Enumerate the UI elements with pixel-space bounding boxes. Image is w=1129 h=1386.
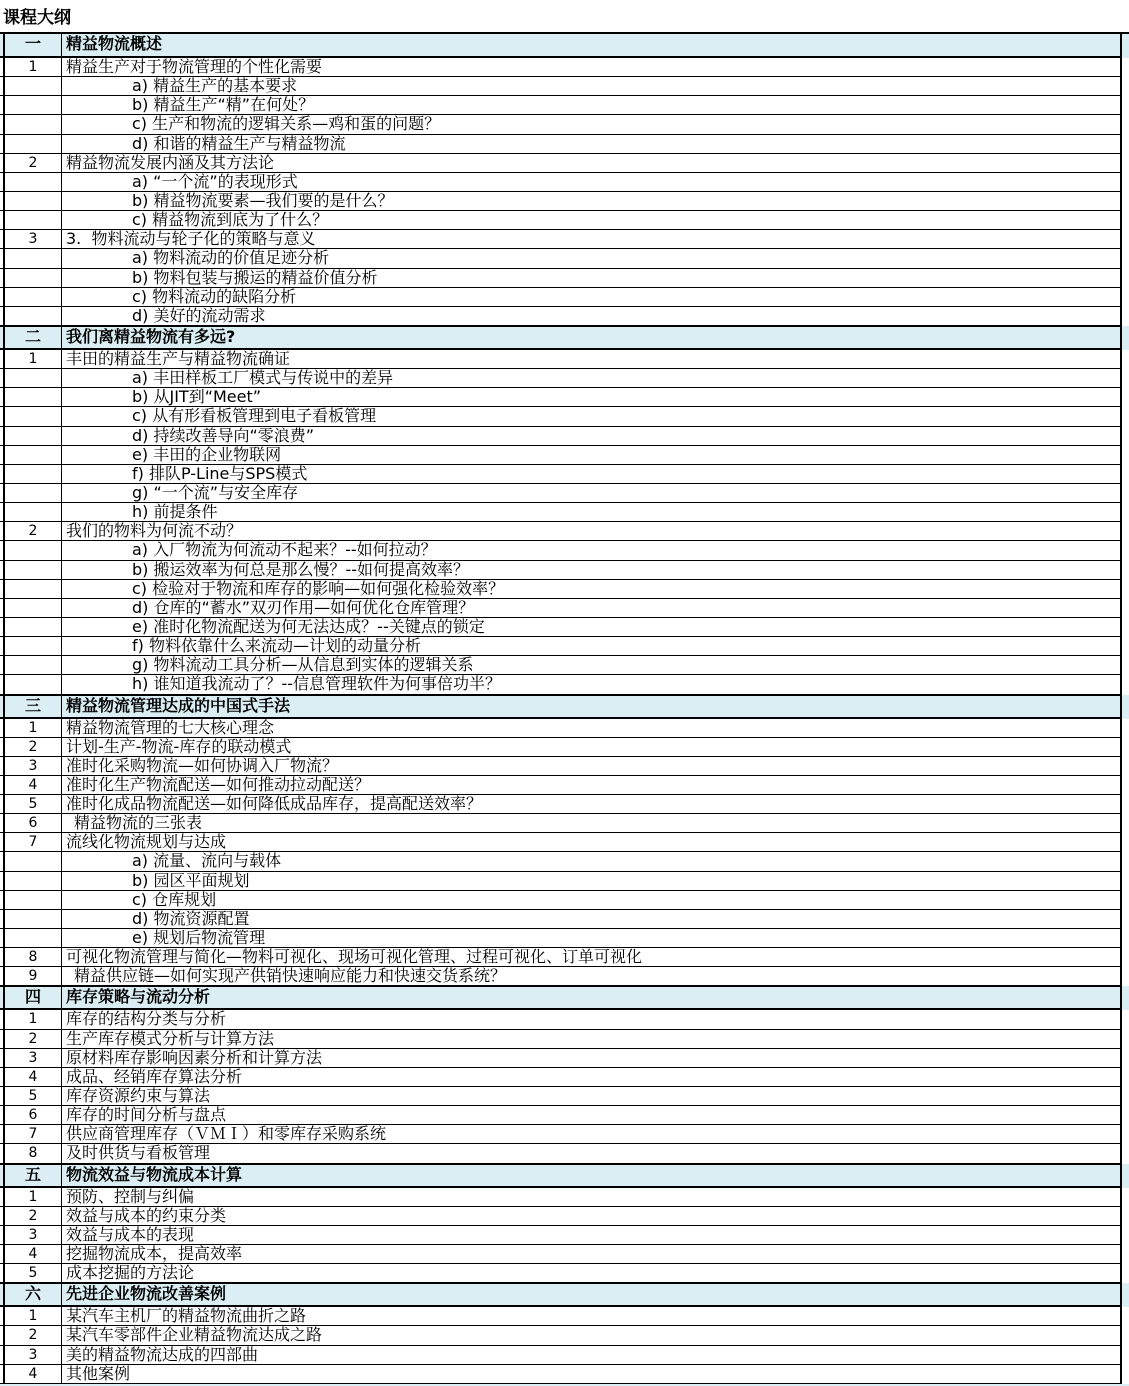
row-right-margin [1122, 1164, 1129, 1188]
row-number-cell[interactable]: 1 [3, 1307, 62, 1326]
course-outline-table [0, 32, 1129, 1386]
row-content-cell[interactable]: e) 准时化物流配送为何无法达成？--关键点的锁定 [62, 618, 1122, 637]
row-number-cell[interactable] [3, 446, 62, 465]
row-number-cell[interactable] [3, 211, 62, 230]
row-content-cell[interactable]: 准时化生产物流配送—如何推动拉动配送？ [62, 776, 1122, 795]
row-number-cell[interactable]: 5 [3, 1264, 62, 1283]
row-number-cell[interactable] [3, 388, 62, 407]
table-row [0, 522, 1129, 541]
table-row [0, 910, 1129, 929]
row-number-cell[interactable] [3, 484, 62, 503]
table-row [0, 1125, 1129, 1144]
row-number-cell[interactable] [3, 192, 62, 211]
section-header-row [0, 1164, 1129, 1188]
table-row [0, 757, 1129, 776]
table-row [0, 1010, 1129, 1029]
row-number-cell[interactable]: 1 [3, 58, 62, 77]
row-right-margin [1122, 757, 1129, 776]
row-number-cell[interactable]: 3 [3, 1226, 62, 1245]
row-right-margin [1122, 269, 1129, 288]
table-row [0, 1087, 1129, 1106]
row-right-margin [1122, 211, 1129, 230]
table-row [0, 58, 1129, 77]
row-content-cell[interactable]: b) 精益生产“精”在何处？ [62, 96, 1122, 115]
row-right-margin [1122, 1106, 1129, 1125]
row-right-margin [1122, 307, 1129, 326]
row-number-cell[interactable]: 2 [3, 522, 62, 541]
row-right-margin [1122, 948, 1129, 967]
row-number-cell[interactable] [3, 115, 62, 134]
table-row [0, 1365, 1129, 1384]
row-number-cell[interactable]: 6 [3, 1106, 62, 1125]
row-number-cell[interactable]: 2 [3, 1030, 62, 1049]
table-row [0, 427, 1129, 446]
row-number-cell[interactable]: 2 [3, 738, 62, 757]
row-right-margin [1122, 1307, 1129, 1326]
section-title-cell[interactable]: 精益物流管理达成的中国式手法 [62, 695, 1122, 719]
row-number-cell[interactable]: 4 [3, 776, 62, 795]
row-content-cell[interactable]: 我们的物料为何流不动？ [62, 522, 1122, 541]
table-row [0, 1346, 1129, 1365]
row-right-margin [1122, 1144, 1129, 1163]
row-right-margin [1122, 350, 1129, 369]
row-right-margin [1122, 1346, 1129, 1365]
row-content-cell[interactable]: g) 物料流动工具分析—从信息到实体的逻辑关系 [62, 656, 1122, 675]
table-row [0, 1049, 1129, 1068]
table-row [0, 967, 1129, 986]
section-title-cell[interactable]: 物流效益与物流成本计算 [62, 1164, 1122, 1188]
row-number-cell[interactable]: 8 [3, 1144, 62, 1163]
row-right-margin [1122, 618, 1129, 637]
table-row [0, 580, 1129, 599]
row-right-margin [1122, 719, 1129, 738]
row-content-cell[interactable]: a) “一个流”的表现形式 [62, 173, 1122, 192]
table-row [0, 1144, 1129, 1163]
row-right-margin [1122, 1326, 1129, 1345]
row-right-margin [1122, 910, 1129, 929]
row-right-margin [1122, 503, 1129, 522]
table-row [0, 561, 1129, 580]
row-number-cell[interactable]: 8 [3, 948, 62, 967]
row-content-cell[interactable]: 成品、经销库存算法分析 [62, 1068, 1122, 1087]
row-right-margin [1122, 115, 1129, 134]
row-content-cell[interactable]: 精益物流管理的七大核心理念 [62, 719, 1122, 738]
row-right-margin [1122, 173, 1129, 192]
row-number-cell[interactable]: 7 [3, 1125, 62, 1144]
section-header-row [0, 34, 1129, 58]
row-right-margin [1122, 967, 1129, 986]
row-right-margin [1122, 814, 1129, 833]
row-right-margin [1122, 407, 1129, 426]
row-content-cell[interactable]: a) 丰田样板工厂模式与传说中的差异 [62, 369, 1122, 388]
row-number-cell[interactable] [3, 675, 62, 694]
row-right-margin [1122, 1087, 1129, 1106]
row-number-cell[interactable] [3, 910, 62, 929]
table-row [0, 833, 1129, 852]
row-content-cell[interactable]: f) 排队P-Line与SPS模式 [62, 465, 1122, 484]
row-number-cell[interactable]: 4 [3, 1068, 62, 1087]
row-content-cell[interactable]: 3. 物料流动与轮子化的策略与意义 [62, 230, 1122, 249]
row-right-margin [1122, 580, 1129, 599]
row-right-margin [1122, 1049, 1129, 1068]
row-content-cell[interactable]: e) 规划后物流管理 [62, 929, 1122, 948]
row-number-cell[interactable] [3, 929, 62, 948]
row-number-cell[interactable]: 5 [3, 795, 62, 814]
row-right-margin [1122, 1283, 1129, 1307]
row-number-cell[interactable] [3, 891, 62, 910]
row-right-margin [1122, 776, 1129, 795]
row-content-cell[interactable]: 美的精益物流达成的四部曲 [62, 1346, 1122, 1365]
table-row [0, 814, 1129, 833]
row-right-margin [1122, 34, 1129, 58]
row-content-cell[interactable]: c) 物料流动的缺陷分析 [62, 288, 1122, 307]
page-title[interactable]: 课程大纲 [3, 8, 71, 28]
section-header-row [0, 695, 1129, 719]
row-right-margin [1122, 192, 1129, 211]
row-number-cell[interactable] [3, 656, 62, 675]
table-row [0, 369, 1129, 388]
table-row [0, 795, 1129, 814]
table-row [0, 618, 1129, 637]
row-number-cell[interactable] [3, 580, 62, 599]
row-content-cell[interactable]: 及时供货与看板管理 [62, 1144, 1122, 1163]
table-row [0, 541, 1129, 560]
table-row [0, 599, 1129, 618]
row-right-margin [1122, 369, 1129, 388]
row-number-cell[interactable]: 6 [3, 814, 62, 833]
table-row [0, 77, 1129, 96]
row-number-cell[interactable]: 3 [3, 1049, 62, 1068]
row-number-cell[interactable]: 1 [3, 1010, 62, 1029]
row-number-cell[interactable] [3, 369, 62, 388]
row-right-margin [1122, 656, 1129, 675]
row-number-cell[interactable] [3, 407, 62, 426]
row-content-cell[interactable]: d) 和谐的精益生产与精益物流 [62, 135, 1122, 154]
row-right-margin [1122, 599, 1129, 618]
row-content-cell[interactable]: 精益供应链—如何实现产供销快速响应能力和快速交货系统？ [62, 967, 1122, 986]
row-number-cell[interactable] [3, 599, 62, 618]
table-row [0, 637, 1129, 656]
row-right-margin [1122, 1207, 1129, 1226]
row-right-margin [1122, 891, 1129, 910]
row-number-cell[interactable] [3, 249, 62, 268]
row-content-cell[interactable]: c) 精益物流到底为了什么？ [62, 211, 1122, 230]
row-number-cell[interactable] [3, 96, 62, 115]
row-number-cell[interactable] [3, 618, 62, 637]
row-number-cell[interactable]: 3 [3, 1346, 62, 1365]
table-row [0, 929, 1129, 948]
row-content-cell[interactable]: h) 前提条件 [62, 503, 1122, 522]
row-number-cell[interactable] [3, 135, 62, 154]
row-right-margin [1122, 230, 1129, 249]
table-row [0, 1207, 1129, 1226]
row-content-cell[interactable]: b) 园区平面规划 [62, 872, 1122, 891]
row-content-cell[interactable]: b) 精益物流要素—我们要的是什么？ [62, 192, 1122, 211]
row-right-margin [1122, 1068, 1129, 1087]
row-right-margin [1122, 427, 1129, 446]
row-right-margin [1122, 929, 1129, 948]
row-right-margin [1122, 326, 1129, 350]
table-row [0, 503, 1129, 522]
row-right-margin [1122, 1030, 1129, 1049]
table-row [0, 1068, 1129, 1087]
row-content-cell[interactable]: 库存的时间分析与盘点 [62, 1106, 1122, 1125]
row-content-cell[interactable]: 精益生产对于物流管理的个性化需要 [62, 58, 1122, 77]
row-right-margin [1122, 77, 1129, 96]
table-row [0, 656, 1129, 675]
section-title-cell[interactable]: 先进企业物流改善案例 [62, 1283, 1122, 1307]
row-content-cell[interactable]: 生产库存模式分析与计算方法 [62, 1030, 1122, 1049]
row-number-cell[interactable] [3, 561, 62, 580]
row-content-cell[interactable]: g) “一个流”与安全库存 [62, 484, 1122, 503]
table-row [0, 1030, 1129, 1049]
section-header-row [0, 1283, 1129, 1307]
table-row [0, 154, 1129, 173]
row-right-margin [1122, 541, 1129, 560]
table-row [0, 269, 1129, 288]
row-number-cell[interactable]: 5 [3, 1087, 62, 1106]
section-number-cell[interactable]: 四 [3, 986, 62, 1010]
table-row [0, 719, 1129, 738]
row-number-cell[interactable]: 3 [3, 757, 62, 776]
row-number-cell[interactable] [3, 852, 62, 871]
table-row [0, 484, 1129, 503]
section-number-cell[interactable]: 一 [3, 34, 62, 58]
section-number-cell[interactable]: 六 [3, 1283, 62, 1307]
row-content-cell[interactable]: a) 流量、流向与载体 [62, 852, 1122, 871]
row-right-margin [1122, 465, 1129, 484]
table-row [0, 249, 1129, 268]
row-number-cell[interactable]: 1 [3, 350, 62, 369]
section-number-cell[interactable]: 三 [3, 695, 62, 719]
row-right-margin [1122, 154, 1129, 173]
row-content-cell[interactable]: e) 丰田的企业物联网 [62, 446, 1122, 465]
row-right-margin [1122, 833, 1129, 852]
row-number-cell[interactable] [3, 637, 62, 656]
row-number-cell[interactable]: 4 [3, 1365, 62, 1384]
row-number-cell[interactable]: 4 [3, 1245, 62, 1264]
row-number-cell[interactable]: 2 [3, 1326, 62, 1345]
row-number-cell[interactable]: 7 [3, 833, 62, 852]
row-content-cell[interactable]: b) 物料包装与搬运的精益价值分析 [62, 269, 1122, 288]
section-header-row [0, 326, 1129, 350]
row-content-cell[interactable]: 精益物流的三张表 [62, 814, 1122, 833]
row-content-cell[interactable]: 原材料库存影响因素分析和计算方法 [62, 1049, 1122, 1068]
table-row [0, 192, 1129, 211]
table-row [0, 1188, 1129, 1207]
row-content-cell[interactable]: b) 搬运效率为何总是那么慢？--如何提高效率？ [62, 561, 1122, 580]
row-content-cell[interactable]: d) 仓库的“蓄水”双刃作用—如何优化仓库管理？ [62, 599, 1122, 618]
table-row [0, 307, 1129, 326]
row-right-margin [1122, 795, 1129, 814]
row-content-cell[interactable]: 计划-生产-物流-库存的联动模式 [62, 738, 1122, 757]
row-content-cell[interactable]: 某汽车零部件企业精益物流达成之路 [62, 1326, 1122, 1345]
row-content-cell[interactable]: 准时化成品物流配送—如何降低成品库存，提高配送效率？ [62, 795, 1122, 814]
row-content-cell[interactable]: d) 物流资源配置 [62, 910, 1122, 929]
row-number-cell[interactable] [3, 173, 62, 192]
row-content-cell[interactable]: 精益物流发展内涵及其方法论 [62, 154, 1122, 173]
table-row [0, 1226, 1129, 1245]
row-right-margin [1122, 872, 1129, 891]
row-content-cell[interactable]: d) 持续改善导向“零浪费” [62, 427, 1122, 446]
row-right-margin [1122, 288, 1129, 307]
row-content-cell[interactable]: 效益与成本的表现 [62, 1226, 1122, 1245]
row-number-cell[interactable] [3, 77, 62, 96]
row-content-cell[interactable]: c) 从有形看板管理到电子看板管理 [62, 407, 1122, 426]
table-row [0, 173, 1129, 192]
row-content-cell[interactable]: d) 美好的流动需求 [62, 307, 1122, 326]
table-row [0, 350, 1129, 369]
row-content-cell[interactable]: 成本挖掘的方法论 [62, 1264, 1122, 1283]
table-row [0, 1264, 1129, 1283]
row-number-cell[interactable]: 2 [3, 154, 62, 173]
table-row [0, 1106, 1129, 1125]
row-number-cell[interactable] [3, 541, 62, 560]
table-row [0, 211, 1129, 230]
row-number-cell[interactable] [3, 307, 62, 326]
row-right-margin [1122, 484, 1129, 503]
row-right-margin [1122, 249, 1129, 268]
row-content-cell[interactable]: 可视化物流管理与简化—物料可视化、现场可视化管理、过程可视化、订单可视化 [62, 948, 1122, 967]
row-number-cell[interactable]: 1 [3, 1188, 62, 1207]
row-right-margin [1122, 637, 1129, 656]
row-content-cell[interactable]: 其他案例 [62, 1365, 1122, 1384]
table-row [0, 446, 1129, 465]
row-content-cell[interactable]: f) 物料依靠什么来流动—计划的动量分析 [62, 637, 1122, 656]
row-right-margin [1122, 1245, 1129, 1264]
row-content-cell[interactable]: c) 检验对于物流和库存的影响—如何强化检验效率？ [62, 580, 1122, 599]
table-row [0, 288, 1129, 307]
table-row [0, 948, 1129, 967]
section-number-cell[interactable]: 二 [3, 326, 62, 350]
row-content-cell[interactable]: 供应商管理库存（ＶＭＩ）和零库存采购系统 [62, 1125, 1122, 1144]
section-number-cell[interactable]: 五 [3, 1164, 62, 1188]
row-content-cell[interactable]: 丰田的精益生产与精益物流确证 [62, 350, 1122, 369]
row-right-margin [1122, 561, 1129, 580]
row-content-cell[interactable]: 库存资源约束与算法 [62, 1087, 1122, 1106]
section-header-row [0, 986, 1129, 1010]
section-title-cell[interactable]: 精益物流概述 [62, 34, 1122, 58]
row-right-margin [1122, 96, 1129, 115]
table-row [0, 1326, 1129, 1345]
table-row [0, 1307, 1129, 1326]
row-content-cell[interactable]: c) 生产和物流的逻辑关系—鸡和蛋的问题？ [62, 115, 1122, 134]
row-right-margin [1122, 1188, 1129, 1207]
row-right-margin [1122, 738, 1129, 757]
row-content-cell[interactable]: 流线化物流规划与达成 [62, 833, 1122, 852]
table-row [0, 388, 1129, 407]
row-content-cell[interactable]: 挖掘物流成本，提高效率 [62, 1245, 1122, 1264]
table-row [0, 407, 1129, 426]
row-number-cell[interactable]: 2 [3, 1207, 62, 1226]
row-content-cell[interactable]: h) 谁知道我流动了？--信息管理软件为何事倍功半？ [62, 675, 1122, 694]
row-content-cell[interactable]: 准时化采购物流—如何协调入厂物流？ [62, 757, 1122, 776]
row-content-cell[interactable]: 某汽车主机厂的精益物流曲折之路 [62, 1307, 1122, 1326]
row-right-margin [1122, 986, 1129, 1010]
table-row [0, 1245, 1129, 1264]
row-number-cell[interactable]: 9 [3, 967, 62, 986]
row-number-cell[interactable] [3, 872, 62, 891]
row-content-cell[interactable]: c) 仓库规划 [62, 891, 1122, 910]
table-row [0, 675, 1129, 694]
table-row [0, 465, 1129, 484]
row-right-margin [1122, 446, 1129, 465]
table-row [0, 96, 1129, 115]
row-content-cell[interactable]: 预防、控制与纠偏 [62, 1188, 1122, 1207]
row-number-cell[interactable]: 3 [3, 230, 62, 249]
row-number-cell[interactable] [3, 503, 62, 522]
table-row [0, 872, 1129, 891]
row-number-cell[interactable]: 1 [3, 719, 62, 738]
row-right-margin [1122, 675, 1129, 694]
table-row [0, 135, 1129, 154]
section-title-cell[interactable]: 我们离精益物流有多远? [62, 326, 1122, 350]
table-row [0, 776, 1129, 795]
row-number-cell[interactable] [3, 465, 62, 484]
row-right-margin [1122, 1365, 1129, 1384]
row-right-margin [1122, 135, 1129, 154]
row-right-margin [1122, 58, 1129, 77]
row-right-margin [1122, 695, 1129, 719]
row-right-margin [1122, 1264, 1129, 1283]
table-row [0, 115, 1129, 134]
row-right-margin [1122, 852, 1129, 871]
row-right-margin [1122, 522, 1129, 541]
row-content-cell[interactable]: 库存的结构分类与分析 [62, 1010, 1122, 1029]
row-content-cell[interactable]: b) 从JIT到“Meet” [62, 388, 1122, 407]
row-content-cell[interactable]: a) 入厂物流为何流动不起来？--如何拉动？ [62, 541, 1122, 560]
row-right-margin [1122, 1010, 1129, 1029]
row-right-margin [1122, 1125, 1129, 1144]
row-right-margin [1122, 1226, 1129, 1245]
row-number-cell[interactable] [3, 288, 62, 307]
table-row [0, 852, 1129, 871]
row-content-cell[interactable]: a) 物料流动的价值足迹分析 [62, 249, 1122, 268]
row-content-cell[interactable]: 效益与成本的约束分类 [62, 1207, 1122, 1226]
row-content-cell[interactable]: a) 精益生产的基本要求 [62, 77, 1122, 96]
section-title-cell[interactable]: 库存策略与流动分析 [62, 986, 1122, 1010]
row-number-cell[interactable] [3, 427, 62, 446]
table-row [0, 891, 1129, 910]
row-number-cell[interactable] [3, 269, 62, 288]
row-right-margin [1122, 388, 1129, 407]
table-row [0, 230, 1129, 249]
table-row [0, 738, 1129, 757]
